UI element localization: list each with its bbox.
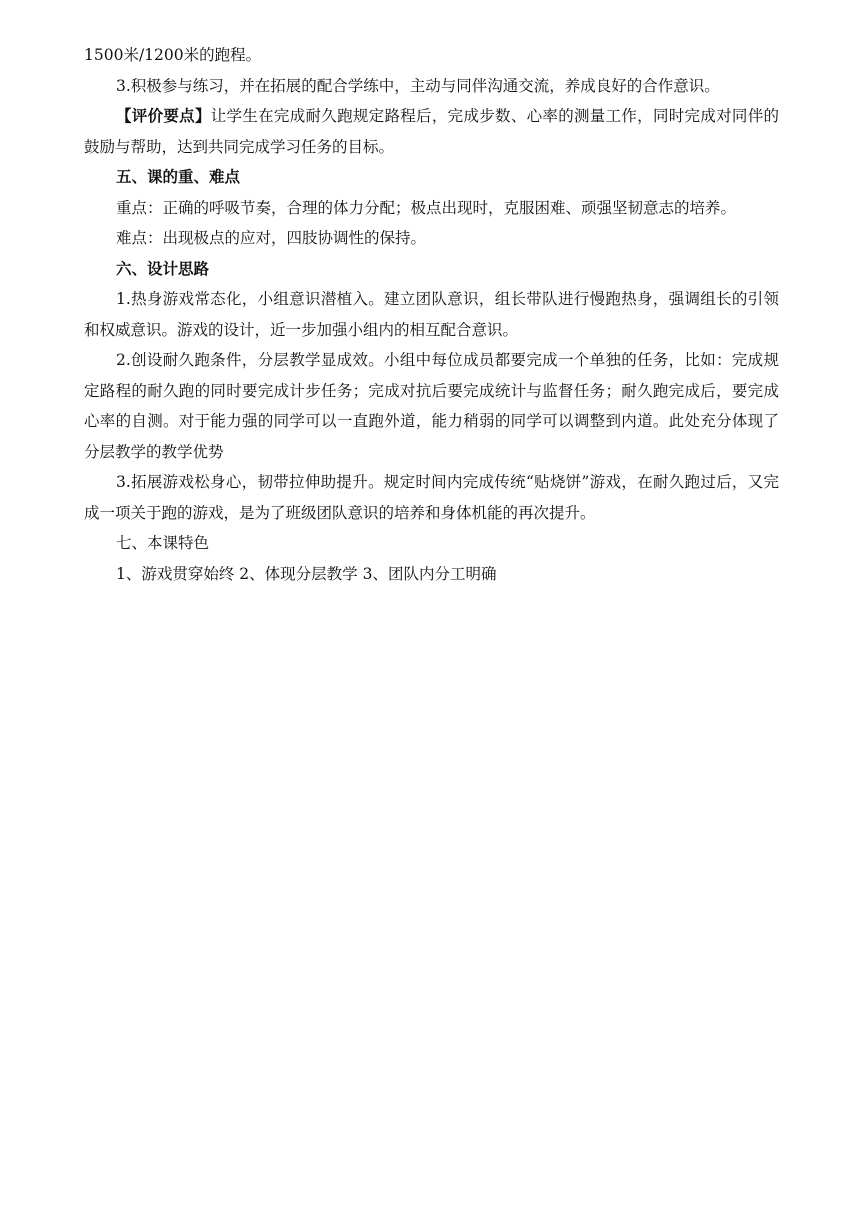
paragraph-design-3: 3.拓展游戏松身心，韧带拉伸助提升。规定时间内完成传统“贴烧饼”游戏，在耐久跑过后，又完成一项关于跑的游戏，是为了班级团队意识的培养和身体机能的再次提升。 [84,473,779,522]
paragraph-design-2: 2.创设耐久跑条件，分层教学显成效。小组中每位成员都要完成一个单独的任务，比如：完成规定路程的耐久跑的同时要完成计步任务；完成对抗后要完成统计与监督任务；耐久跑完成后，要完成心率的自测。对于能力强的同学可以一直跑外道，能力稍弱的同学可以调整到内道。此处充分体现了分层教学的教学优势 [84,351,779,461]
paragraph-features: 1、游戏贯穿始终 2、体现分层教学 3、团队内分工明确 [116,564,497,583]
paragraph-distance: 1500米/1200米的跑程。 [84,46,262,64]
paragraph-design-1: 1.热身游戏常态化，小组意识潜植入。建立团队意识，组长带队进行慢跑热身，强调组长的引领和权威意识。游戏的设计，近一步加强小组内的相互配合意识。 [84,290,779,339]
section-heading-seven: 七、本课特色 [116,534,210,552]
paragraph-goal-3: 3.积极参与练习，并在拓展的配合学练中，主动与同伴沟通交流，养成良好的合作意识。 [116,76,720,95]
section-heading-five: 五、课的重、难点 [116,168,241,186]
paragraph-difficulties: 难点：出现极点的应对，四肢协调性的保持。 [116,229,427,247]
document-body [84,40,779,589]
section-heading-six: 六、设计思路 [116,259,210,278]
evaluation-text: 让学生在完成耐久跑规定路程后，完成步数、心率的测量工作，同时完成对同伴的鼓励与帮助，达到共同完成学习任务的目标。 [84,107,779,156]
paragraph-key-points: 重点：正确的呼吸节奏，合理的体力分配；极点出现时，克服困难、顽强坚韧意志的培养。 [116,198,737,217]
evaluation-label: 【评价要点】 [116,107,211,125]
paragraph-evaluation [84,101,779,162]
